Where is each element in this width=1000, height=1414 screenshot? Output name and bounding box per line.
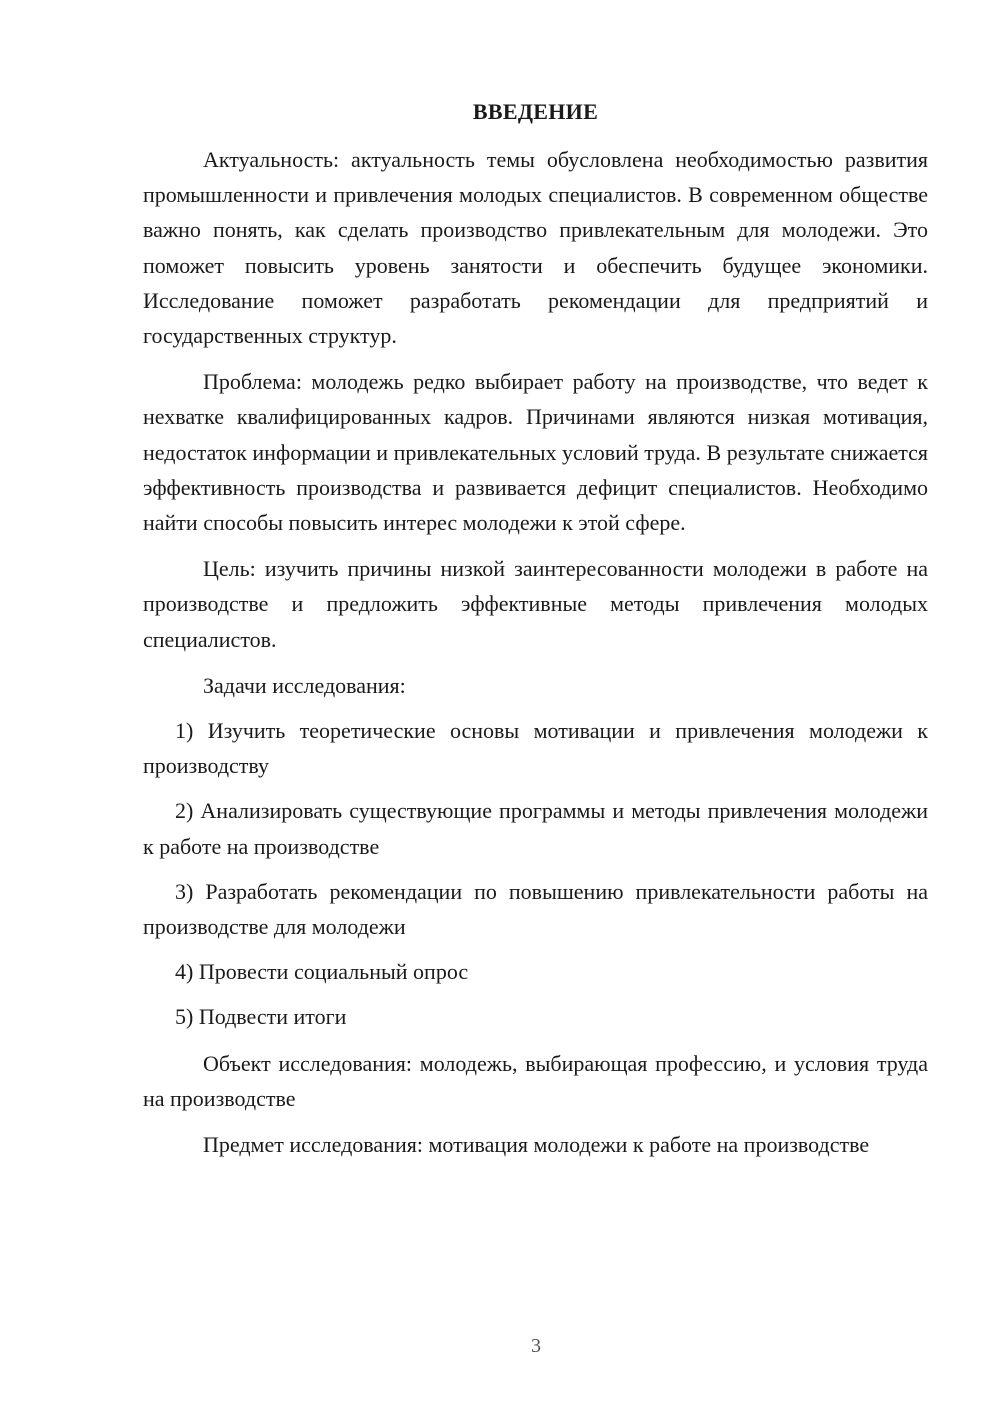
page-number: 3 [531, 1335, 541, 1357]
document-title: ВВЕДЕНИЕ [472, 99, 599, 124]
task-item-3: 3) Разработать рекомендации по повышению привлекательности работы на производстве для молодежи [143, 878, 928, 940]
relevance-paragraph: Актуальность: актуальность темы обусловлена необходимостью развития промышленности и привлечения молодых специалистов. В современном обществе важно понять, как сделать производство привлекательным для молодежи. Это поможет повысить уровень занятости и обеспечить будущее экономики. Исследование поможет разработать рекомендации для предприятий и государственных структур. [143, 147, 928, 349]
task-item-5: 5) Подвести итоги [175, 1004, 347, 1030]
task-item-4: 4) Провести социальный опрос [175, 959, 469, 985]
document-body [143, 96, 928, 1162]
tasks-heading: Задачи исследования: [203, 672, 406, 698]
subject-paragraph: Предмет исследования: мотивация молодежи к работе на производстве [203, 1132, 870, 1158]
task-item-1: 1) Изучить теоретические основы мотивации и привлечения молодежи к производству [143, 718, 928, 779]
goal-paragraph: Цель: изучить причины низкой заинтересованности молодежи в работе на производстве и предложить эффективные методы привлечения молодых специалистов. [143, 556, 928, 652]
problem-paragraph: Проблема: молодежь редко выбирает работу на производстве, что ведет к нехватке квалифицированных кадров. Причинами являются низкая мотивация, недостаток информации и привлекательных условий труда. В результате снижается эффективность производства и развивается дефицит специалистов. Необходимо найти способы повысить интерес молодежи к этой сфере. [143, 369, 928, 536]
object-paragraph: Объект исследования: молодежь, выбирающая профессию, и условия труда на производстве [143, 1050, 928, 1111]
task-item-2: 2) Анализировать существующие программы и методы привлечения молодежи к работе на производстве [143, 798, 928, 859]
